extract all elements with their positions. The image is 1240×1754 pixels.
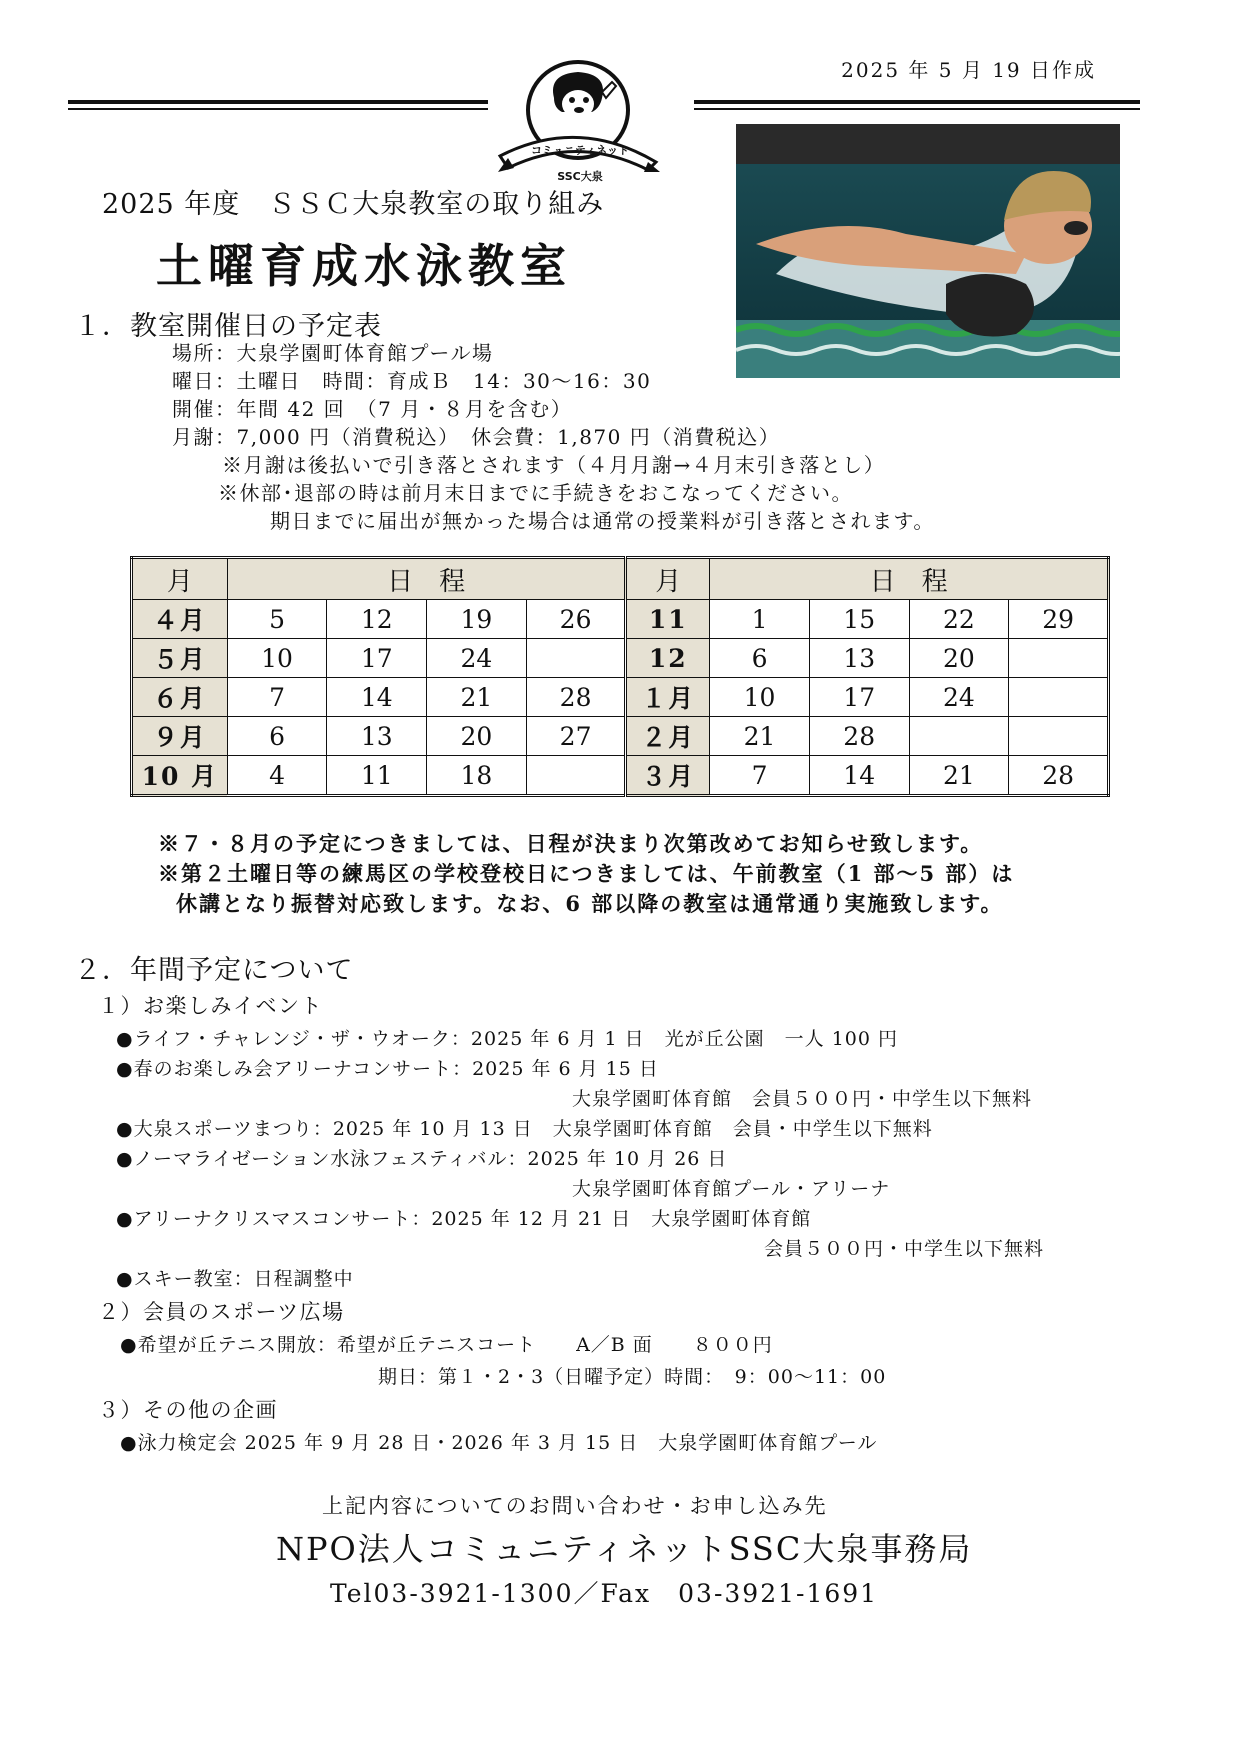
logo-text-bottom: SSC大泉 (557, 170, 603, 183)
month-cell: ２月 (626, 717, 710, 756)
date-cell: 6 (227, 717, 327, 756)
date-cell: 12 (327, 600, 427, 639)
month-cell: 11 (626, 600, 710, 639)
date-cell: 17 (809, 678, 909, 717)
date-cell: 17 (327, 639, 427, 678)
table-row (132, 639, 1109, 678)
event-spring-concert-detail: 大泉学園町体育館 会員５００円・中学生以下無料 (572, 1088, 1033, 1110)
event-christmas-concert: ● アリーナクリスマスコンサート：2025 年 12 月 21 日 大泉学園町体育館 (116, 1204, 811, 1231)
event-ski: ● スキー教室：日程調整中 (116, 1264, 354, 1291)
section1-heading: １．教室開催日の予定表 (74, 311, 382, 342)
date-cell: 19 (427, 600, 527, 639)
date-cell: 14 (809, 756, 909, 796)
club-logo (494, 58, 662, 186)
date-cell (1009, 717, 1109, 756)
date-cell: 5 (227, 600, 327, 639)
info-day-time: 曜日：土曜日 時間：育成Ｂ 14：30～16：30 (172, 369, 652, 393)
date-cell: 10 (227, 639, 327, 678)
contact-intro: 上記内容についてのお問い合わせ・お申し込み先 (322, 1494, 828, 1518)
program-title: 土曜育成水泳教室 (156, 239, 572, 293)
date-cell (526, 639, 626, 678)
header-rule-right (694, 100, 1140, 110)
sports-tennis: ● 希望が丘テニス開放：希望が丘テニスコート A／B 面 ８００円 (120, 1330, 773, 1357)
date-cell: 13 (327, 717, 427, 756)
date-cell: 21 (710, 717, 810, 756)
table-row (132, 678, 1109, 717)
swimmer-photo (736, 124, 1120, 378)
date-cell (1009, 639, 1109, 678)
date-cell: 28 (1009, 756, 1109, 796)
table-row (132, 717, 1109, 756)
note-summer: ※７・８月の予定につきましては、日程が決まり次第改めてお知らせ致します。 (158, 831, 984, 856)
month-cell: ３月 (626, 756, 710, 796)
date-cell (1009, 678, 1109, 717)
date-cell: 7 (227, 678, 327, 717)
event-spring-concert: ● 春のお楽しみ会アリーナコンサート：2025 年 6 月 15 日 (116, 1054, 659, 1081)
date-cell (526, 756, 626, 796)
month-cell: ６月 (132, 678, 228, 717)
date-cell: 7 (710, 756, 810, 796)
date-cell: 22 (909, 600, 1009, 639)
month-cell: 12 (626, 639, 710, 678)
event-christmas-concert-detail: 会員５００円・中学生以下無料 (764, 1238, 1045, 1260)
date-cell: 28 (809, 717, 909, 756)
logo-text-top: コミュニティネット (531, 144, 629, 157)
date-cell: 1 (710, 600, 810, 639)
date-cell: 21 (909, 756, 1009, 796)
creation-date: 2025 年 5 月 19 日作成 (841, 58, 1096, 82)
date-cell: 24 (427, 639, 527, 678)
subsection-sports: ２）会員のスポーツ広場 (98, 1300, 345, 1324)
info-note-leave: ※休部･退部の時は前月末日までに手続きをおこなってください。 (218, 481, 853, 505)
date-cell: 29 (1009, 600, 1109, 639)
date-cell: 13 (809, 639, 909, 678)
note-school-day: ※第２土曜日等の練馬区の学校登校日につきましては、午前教室（1 部～5 部）は (158, 861, 1015, 886)
table-row (132, 600, 1109, 639)
sports-tennis-schedule: 期日：第１・2・3（日曜予定）時間： 9：00～11：00 (378, 1366, 887, 1388)
date-cell: 28 (526, 678, 626, 717)
date-cell: 21 (427, 678, 527, 717)
table-row (132, 756, 1109, 796)
date-cell: 6 (710, 639, 810, 678)
program-subtitle: 2025 年度 ＳＳＣ大泉教室の取り組み (102, 189, 605, 220)
info-sessions: 開催：年間 42 回 （7 月・８月を含む） (172, 397, 573, 421)
date-cell: 4 (227, 756, 327, 796)
date-cell (909, 717, 1009, 756)
month-cell: ５月 (132, 639, 228, 678)
other-swim-test: ● 泳力検定会 2025 年 9 月 28 日・2026 年 3 月 15 日 大泉学園町体育館プール (120, 1428, 877, 1455)
subsection-events: １）お楽しみイベント (98, 994, 323, 1018)
note-substitute: 休講となり振替対応致します。なお、6 部以降の教室は通常通り実施致します。 (176, 891, 1004, 916)
contact-phone-fax: Tel03-3921-1300／Fax 03-3921-1691 (330, 1579, 879, 1608)
date-cell: 27 (526, 717, 626, 756)
event-sports-festival: ● 大泉スポーツまつり：2025 年 10 月 13 日 大泉学園町体育館 会員・中学生以下無料 (116, 1114, 933, 1141)
header-month-1: 月 (132, 558, 228, 600)
date-cell: 24 (909, 678, 1009, 717)
month-cell: １月 (626, 678, 710, 717)
info-place: 場所：大泉学園町体育館プール場 (172, 341, 494, 365)
header-month-2: 月 (626, 558, 710, 600)
contact-organization: NPO法人コミュニティネットSSC大泉事務局 (276, 1530, 973, 1568)
schedule-table (130, 556, 1110, 797)
info-note-payment: ※月謝は後払いで引き落とされます（４月月謝→４月末引き落とし） (222, 453, 886, 477)
header-dates-2: 日 程 (710, 558, 1109, 600)
date-cell: 20 (909, 639, 1009, 678)
info-note-deadline: 期日までに届出が無かった場合は通常の授業料が引き落とされます。 (270, 509, 935, 533)
date-cell: 18 (427, 756, 527, 796)
event-walk: ● ライフ・チャレンジ・ザ・ウオーク：2025 年 6 月 1 日 光が丘公園 一人 100 円 (116, 1024, 898, 1051)
schedule-header-row (132, 558, 1109, 600)
month-cell: ４月 (132, 600, 228, 639)
month-cell: 10 月 (132, 756, 228, 796)
date-cell: 20 (427, 717, 527, 756)
event-swim-festival-detail: 大泉学園町体育館プール・アリーナ (572, 1178, 891, 1200)
info-fees: 月謝：7,000 円（消費税込） 休会費：1,870 円（消費税込） (172, 425, 781, 449)
section2-heading: ２．年間予定について (74, 955, 354, 986)
date-cell: 11 (327, 756, 427, 796)
event-swim-festival: ● ノーマライゼーション水泳フェスティバル：2025 年 10 月 26 日 (116, 1144, 727, 1171)
subsection-other: ３）その他の企画 (98, 1398, 278, 1422)
header-dates-1: 日 程 (227, 558, 626, 600)
header-rule-left (68, 100, 488, 110)
date-cell: 15 (809, 600, 909, 639)
date-cell: 26 (526, 600, 626, 639)
month-cell: ９月 (132, 717, 228, 756)
date-cell: 10 (710, 678, 810, 717)
date-cell: 14 (327, 678, 427, 717)
